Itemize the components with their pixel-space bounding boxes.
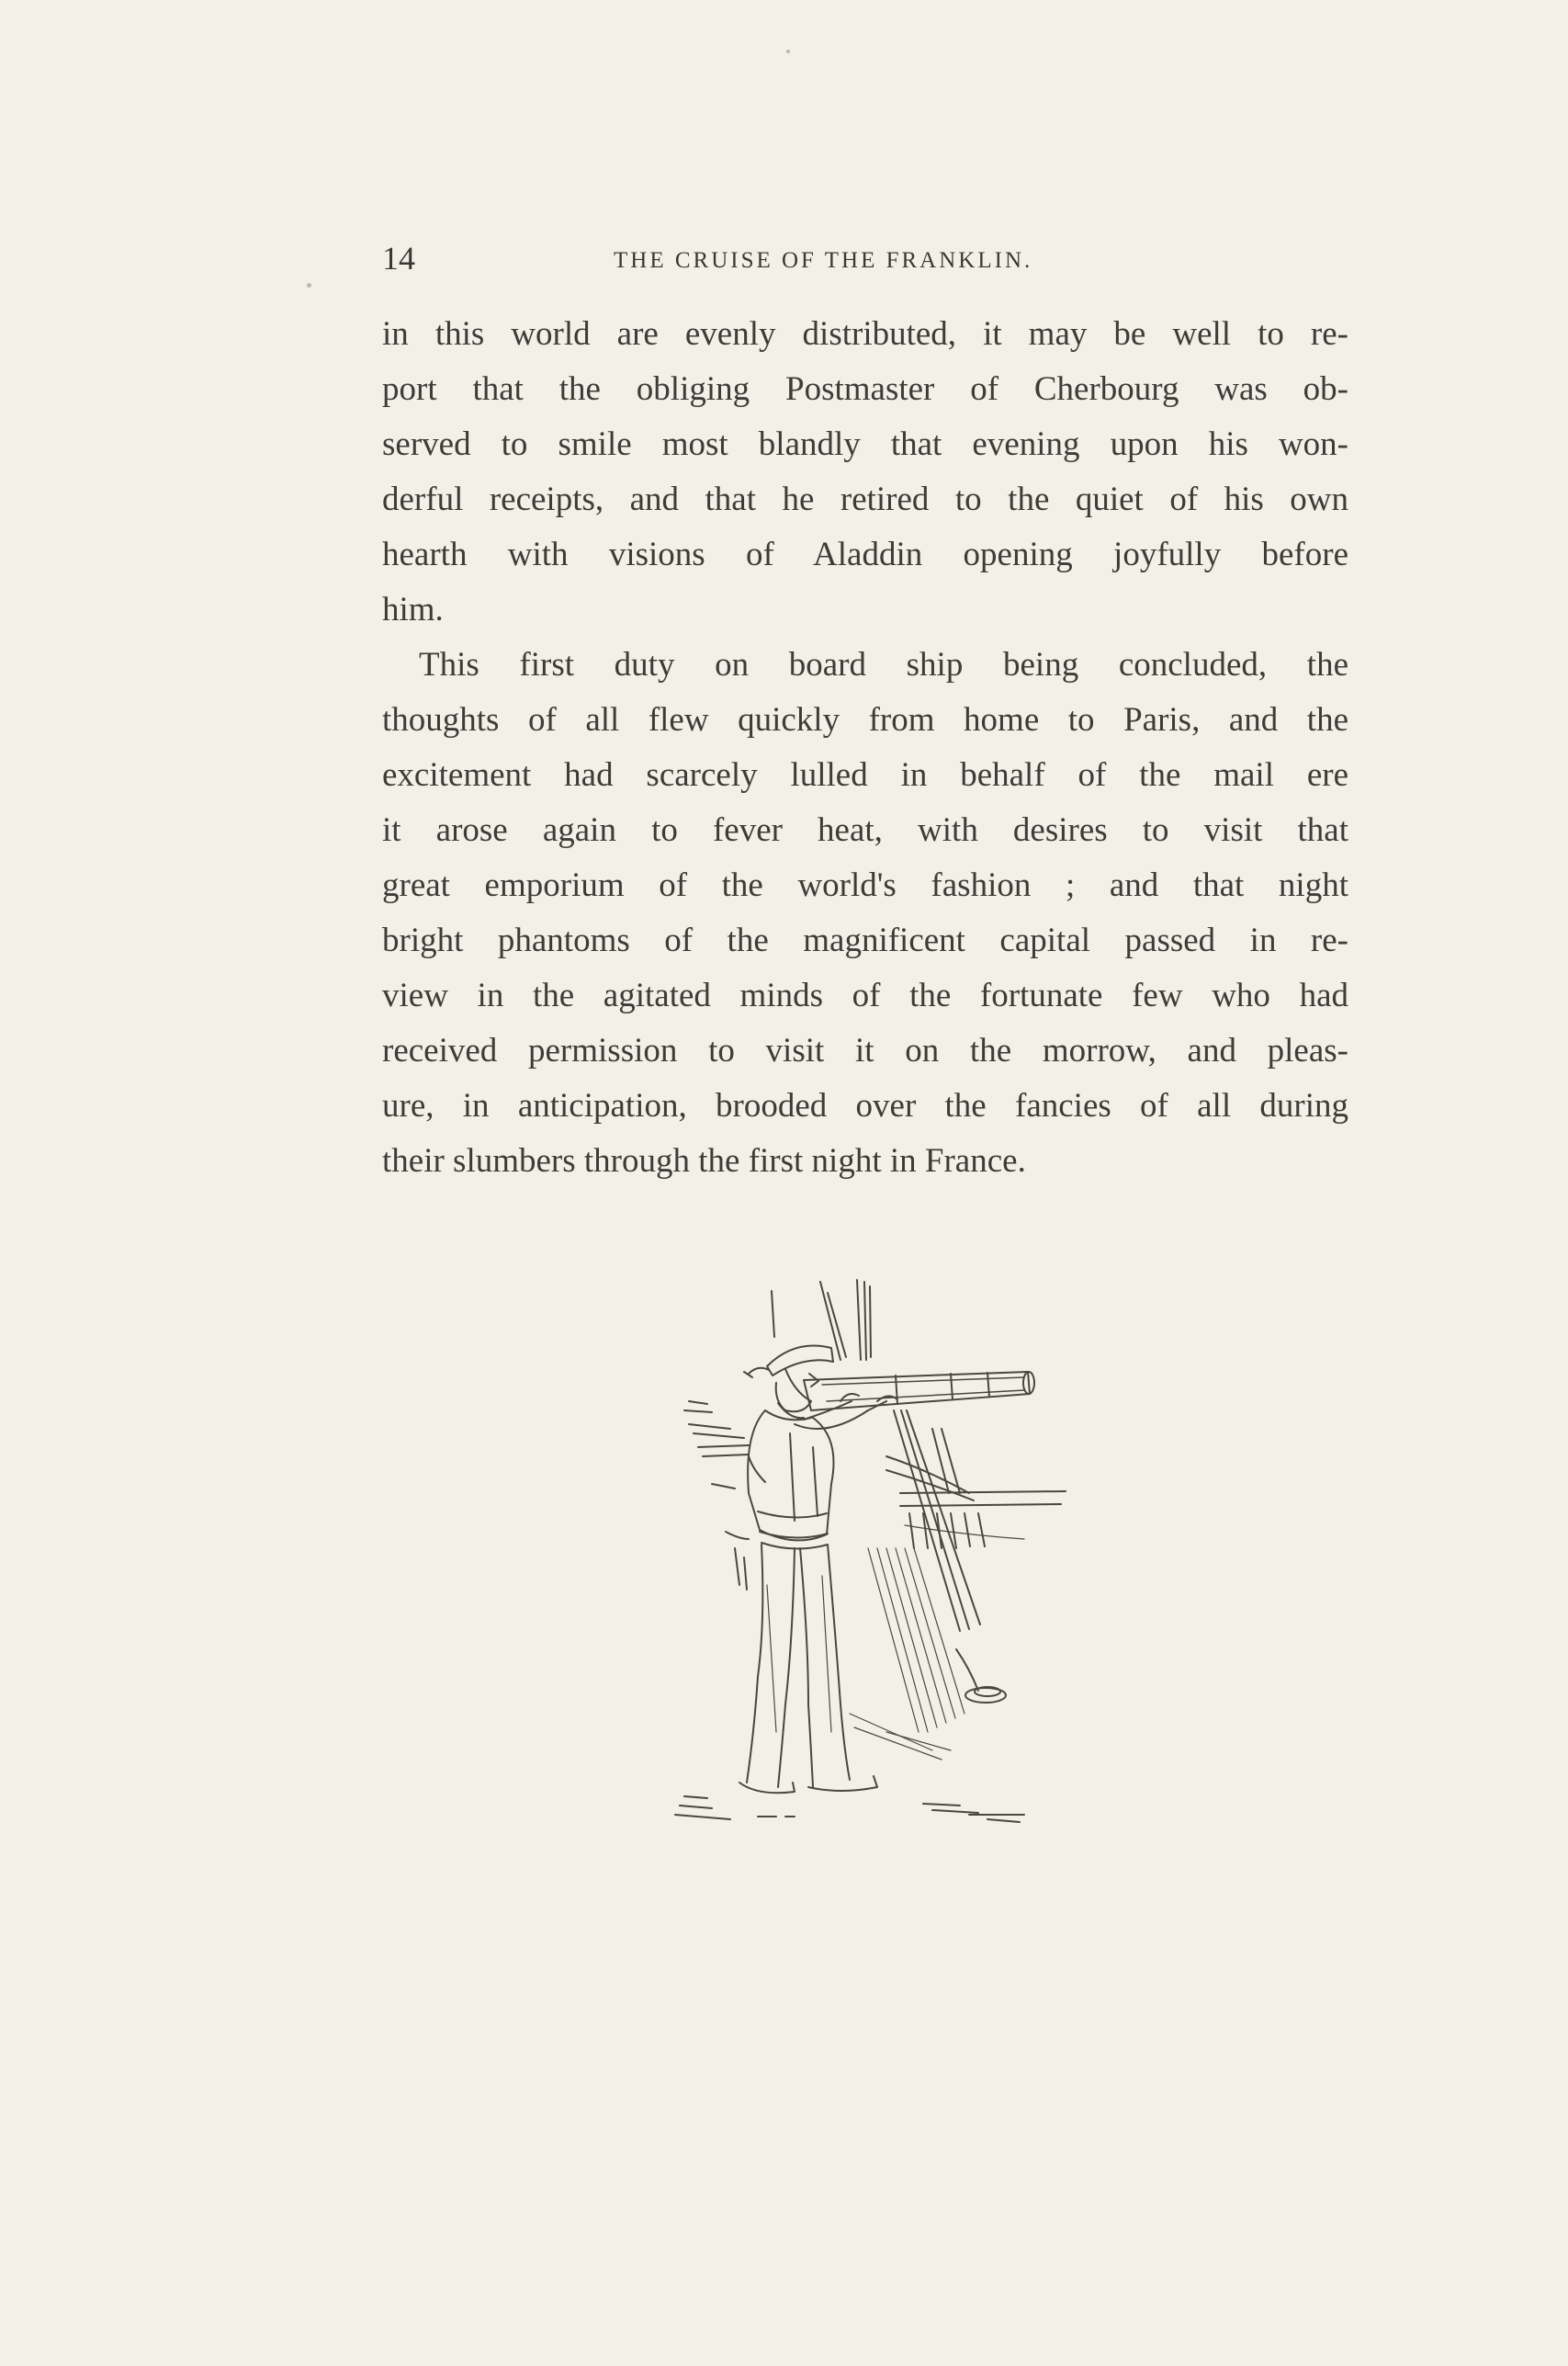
text-line: received permission to visit it on the morrow, and pleas-: [382, 1032, 1348, 1070]
body-text: [382, 307, 1348, 1189]
text-line: bright phantoms of the magnificent capital passed in re-: [382, 922, 1348, 959]
text-line: view in the agitated minds of the fortunate few who had: [382, 977, 1348, 1014]
paper-speck: [307, 283, 311, 288]
page-number: 14: [382, 240, 415, 277]
text-line: thoughts of all flew quickly from home to Paris, and the: [382, 701, 1348, 739]
text-line: great emporium of the world's fashion ; and that night: [382, 866, 1348, 904]
text-line: it arose again to fever heat, with desires to visit that: [382, 811, 1348, 849]
text-line: excitement had scarcely lulled in behalf of the mail ere: [382, 756, 1348, 794]
text-line: derful receipts, and that he retired to the quiet of his own: [382, 481, 1348, 518]
text-line: hearth with visions of Aladdin opening joyfully before: [382, 536, 1348, 573]
text-line: in this world are evenly distributed, it may be well to re-: [382, 315, 1348, 353]
sailor-with-telescope-illustration: [657, 1273, 1079, 1824]
text-line: served to smile most blandly that evening upon his won-: [382, 425, 1348, 463]
text-line: port that the obliging Postmaster of Cherbourg was ob-: [382, 370, 1348, 408]
text-line: him.: [382, 591, 444, 628]
text-line: ure, in anticipation, brooded over the fancies of all during: [382, 1087, 1348, 1125]
paper-speck: [786, 50, 790, 53]
paragraph: [382, 638, 1348, 1189]
text-line: This first duty on board ship being concluded, the: [419, 646, 1348, 684]
running-head-title: THE CRUISE OF THE FRANKLIN.: [614, 248, 1033, 273]
running-head: [382, 237, 1337, 279]
text-line: their slumbers through the first night in France.: [382, 1142, 1026, 1180]
paragraph: [382, 307, 1348, 638]
